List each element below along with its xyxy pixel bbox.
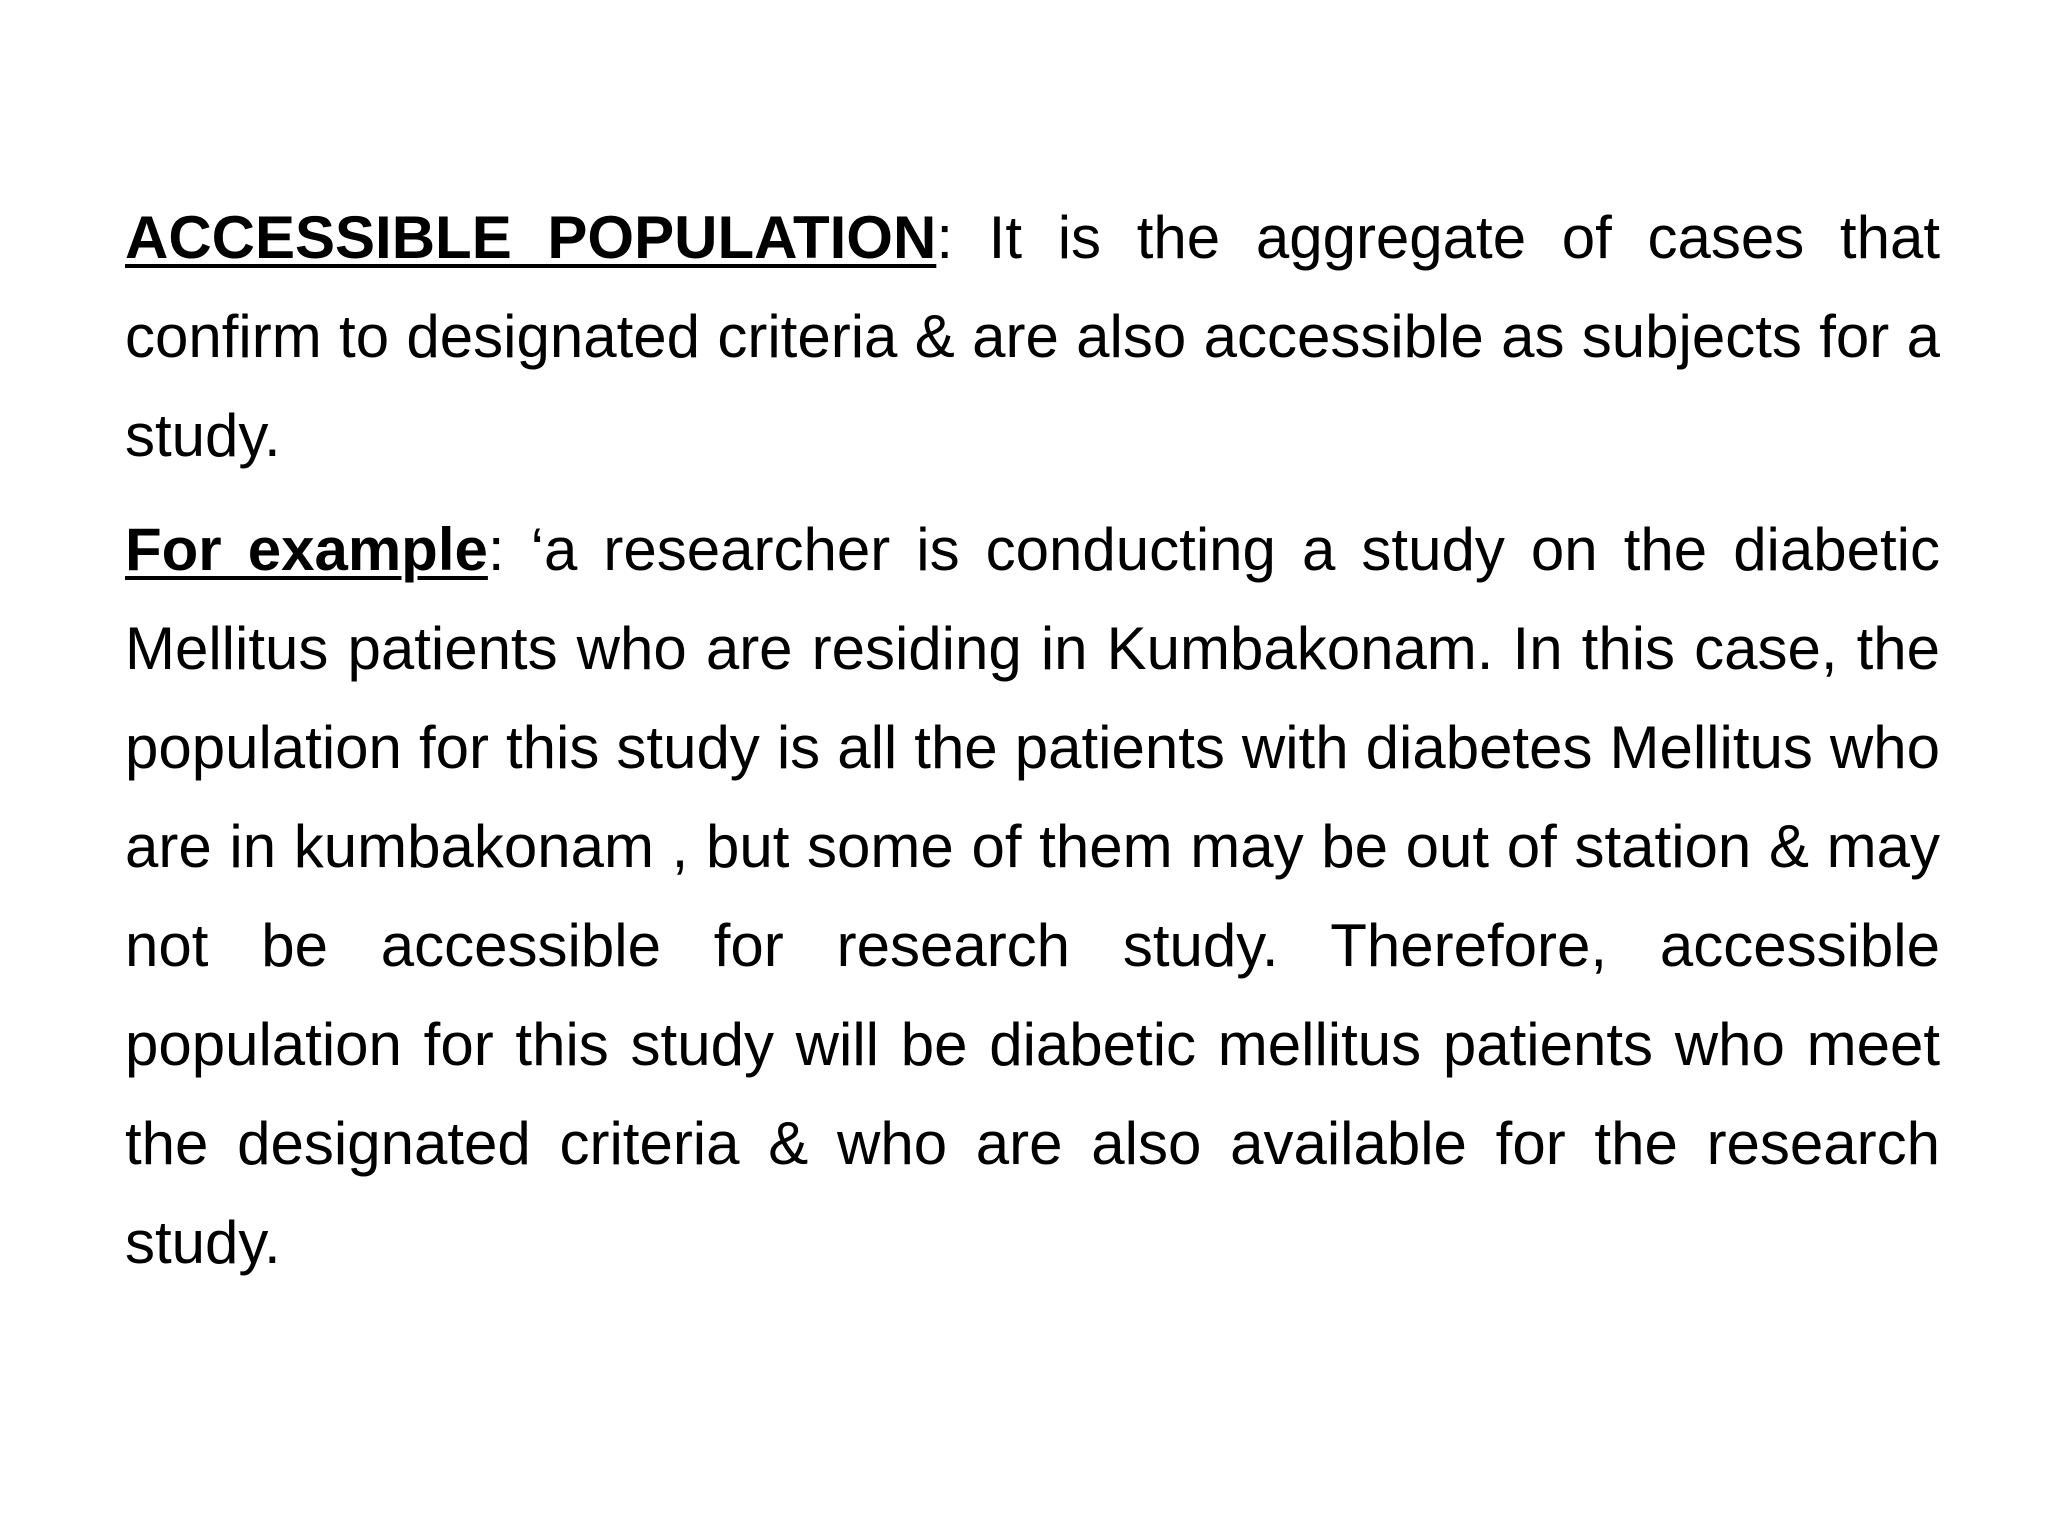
example-separator: : — [487, 516, 505, 583]
definition-term: ACCESSIBLE POPULATION — [125, 204, 937, 271]
example-text: ‘a researcher is conducting a study on the diabetic Mellitus patients who are residing in Kumbakonam. In this case, the population for this study is all the patients with diabetes Mellitus who are in kumbakonam , but some of them may be out of station & may not be accessible for research study. Therefore, accessible population for this study will be diabetic mellitus patients who meet the designated criteria & who are also available for the research study. — [125, 516, 1940, 1276]
definition-separator: : — [936, 204, 953, 271]
slide-body — [125, 188, 1940, 1292]
definition-paragraph — [125, 188, 1940, 485]
example-term: For example — [125, 516, 488, 583]
definition-text: It is the aggregate of cases that confirm to designated criteria & are also accessible as subjects for a study. — [125, 204, 1941, 469]
example-paragraph — [125, 500, 1940, 1292]
